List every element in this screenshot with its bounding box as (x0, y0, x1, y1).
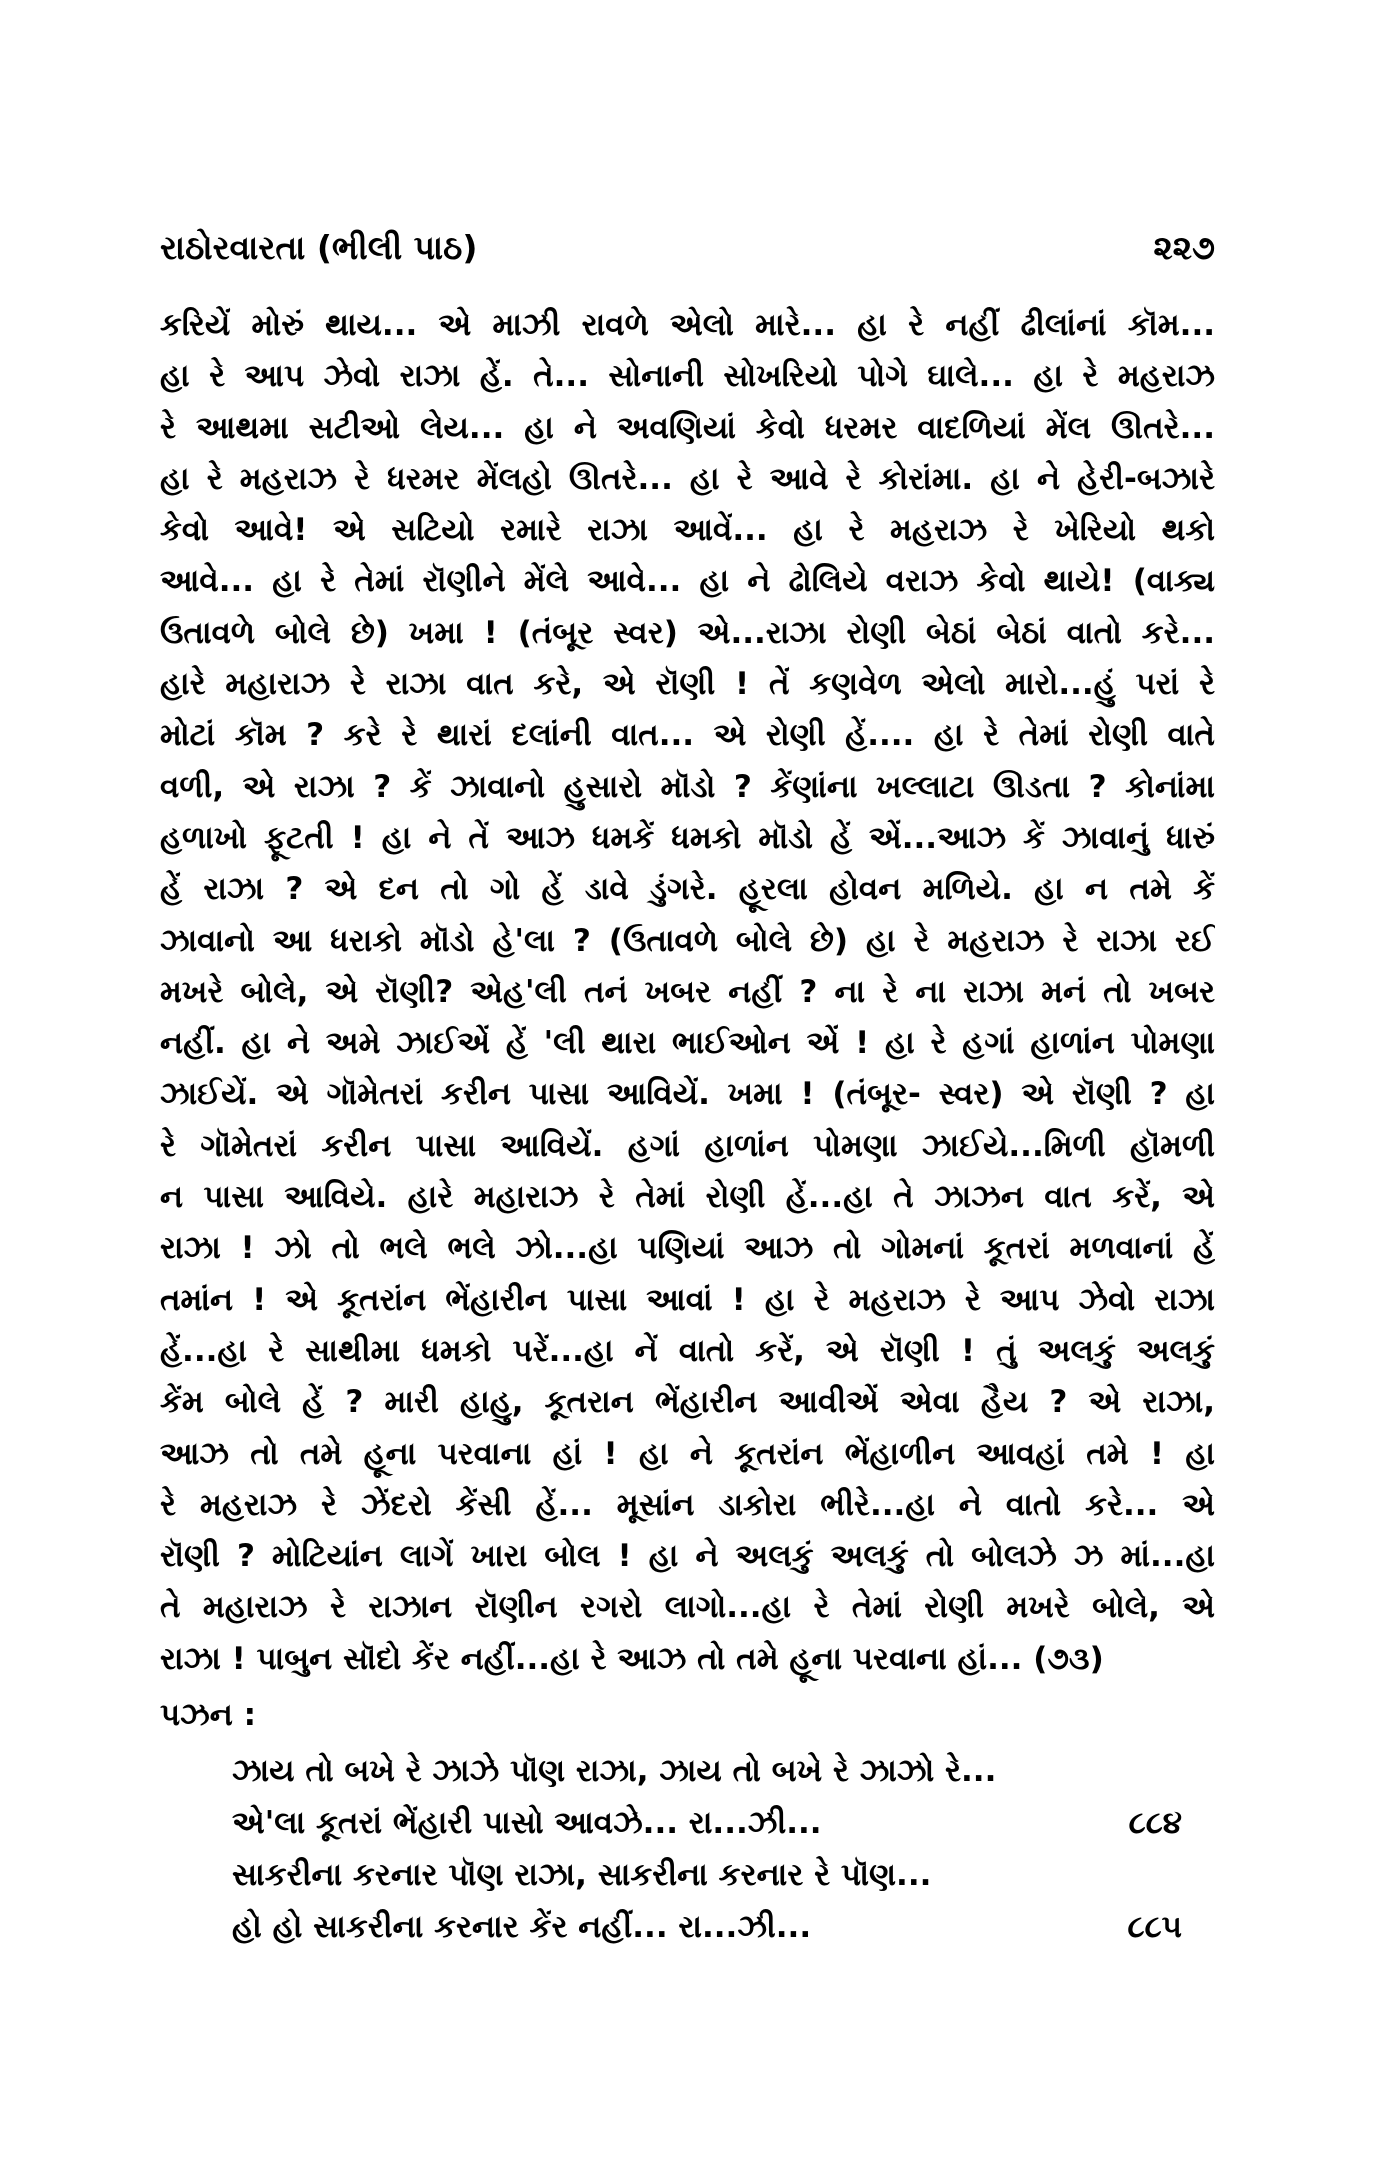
paragraph-line: રે મહરાઝ રે ઝેંદરો કેંસી હેં... મૂસાંન ડાકોરા ભીરે...હા ને વાતો કરે... એ (160, 1486, 1215, 1523)
paragraph-line: વળી, એ રાઝા ? કેં ઝાવાનો હુસારો મૉડો ? કેંણાંના ખલ્લાટા ઊડતા ? કોનાંમા (160, 768, 1215, 805)
paragraph-line: મખરે બોલે, એ રૉણી? એહ'લી તનં ખબર નહીં ? ના રે ના રાઝા મનં તો ખબર (160, 973, 1215, 1010)
verse-text: સાકરીના કરનાર પૉણ રાઝા, સાકરીના કરનાર રે પૉણ... (232, 1857, 932, 1893)
paragraph-line: ઝાવાનો આ ધરાકો મૉડો હે'લા ? (ઉતાવળે બોલે છે) હા રે મહરાઝ રે રાઝા રઈ (160, 922, 1215, 959)
verse-line (232, 1745, 1182, 1797)
running-title: રાઠોરવારતા (ભીલી પાઠ) (160, 228, 478, 267)
paragraph-line: હા રે આપ ઝેવો રાઝા હેં. તે... સોનાની સોખરિયો પોગે ઘાલે... હા રે મહરાઝ (160, 358, 1215, 395)
page-number: ૨૨૭ (1153, 228, 1215, 267)
paragraph-line: હેં...હા રે સાથીમા ધમકો પરેં...હા નેં વાતો કરેં, એ રૉણી ! તું અલકું અલકું (160, 1332, 1215, 1369)
paragraph-line: રે આથમા સટીઓ લેય... હા ને અવણિયાં કેવો ધરમર વાદળિયાં મેંલ ઊતરે... (160, 409, 1215, 446)
verse-text: એ'લા કૂતરાં ભેંહારી પાસો આવઝે... રા...ઝી... (232, 1805, 822, 1841)
paragraph-line: આઝ તો તમે હૂના પરવાના હાં ! હા ને કૂતરાંન ભેંહાળીન આવહાં તમે ! હા (160, 1435, 1215, 1472)
paragraph-line: ન પાસા આવિયે. હારે મહારાઝ રે તેમાં રોણી હેં...હા તે ઝાઝન વાત કરેં, એ (160, 1179, 1215, 1216)
verse-text: ઝાય તો બખે રે ઝાઝે પૉણ રાઝા, ઝાય તો બખે રે ઝાઝો રે... (232, 1753, 997, 1789)
paragraph-line: કેવો આવે! એ સટિયો રમારે રાઝા આવેં... હા રે મહરાઝ રે ખેરિયો થકો (160, 512, 1215, 549)
paragraph-line: તે મહારાઝ રે રાઝાન રૉણીન રગરો લાગો...હા રે તેમાં રોણી મખરે બોલે, એ (160, 1589, 1215, 1626)
paragraph-line: આવે... હા રે તેમાં રૉણીને મેંલે આવે... હા ને ઢોલિયે વરાઝ કેવો થાયે! (વાક્ય (160, 563, 1215, 600)
paragraph (160, 300, 1215, 1685)
verse-line (232, 1849, 1182, 1901)
paragraph-line: કરિયેં મોરું થાય... એ માઝી રાવળે એલો મારે... હા રે નહીં ઢીલાંનાં કૉમ... (160, 307, 1215, 343)
paragraph-line: રાઝા ! ઝો તો ભલે ભલે ઝો...હા પણિયાં આઝ તો ગોમનાં કૂતરાં મળવાનાં હેં (160, 1230, 1215, 1267)
paragraph-line: રાઝા ! પાબુન સૉદો કેંર નહીં...હા રે આઝ તો તમે હૂના પરવાના હાં... (૭૩) (160, 1640, 1104, 1677)
verse-number: ૮૮૪ (1128, 1805, 1182, 1841)
paragraph-line: મોટાં કૉમ ? કરે રે થારાં દલાંની વાત... એ રોણી હેં.... હા રે તેમાં રોણી વાતે (160, 717, 1215, 754)
paragraph-line: નહીં. હા ને અમે ઝાઈએં હેં 'લી થારા ભાઈઓન એં ! હા રે હગાં હાળાંન પોમણા (160, 1025, 1215, 1062)
verse-line (232, 1797, 1182, 1849)
paragraph-line: હળાખો ફૂટતી ! હા ને તેં આઝ ધમકેં ધમકો મૉડો હેં એં...આઝ કેં ઝાવાનું ધારું (160, 819, 1215, 856)
paragraph-line: રે ગૉમેતરાં કરીન પાસા આવિયેં. હગાં હાળાંન પોમણા ઝાઈયે...મિળી હૉમળી (160, 1127, 1215, 1164)
verse-text: હો હો સાકરીના કરનાર કેંર નહીં... રા...ઝી... (232, 1909, 812, 1945)
verse-section-label: પઝન : (160, 1697, 256, 1733)
paragraph-line: કેંમ બોલે હેં ? મારી હાહુ, કૂતરાન ભેંહારીન આવીએં એવા હૈય ? એ રાઝા, (160, 1384, 1215, 1421)
paragraph-line: હારે મહારાઝ રે રાઝા વાત કરે, એ રૉણી ! તેં કણવેળ એલો મારો...હું પરાં રે (160, 666, 1215, 703)
paragraph-line: રૉણી ? મોટિયાંન લાગેં ખારા બોલ ! હા ને અલકું અલકું તો બોલઝે ઝ માં...હા (160, 1538, 1215, 1575)
paragraph-line: ઉતાવળે બોલે છે) ખમા ! (તંબૂર સ્વર) એ...રાઝા રોણી બેઠાં બેઠાં વાતો કરે... (160, 614, 1215, 651)
paragraph-line: તમાંન ! એ કૂતરાંન ભેંહારીન પાસા આવાં ! હા રે મહરાઝ રે આપ ઝેવો રાઝા (160, 1281, 1215, 1318)
running-header (160, 218, 1215, 278)
paragraph-line: હા રે મહરાઝ રે ધરમર મેંલહો ઊતરે... હા રે આવે રે કોરાંમા. હા ને હેરી-બઝારે (160, 460, 1215, 497)
verse-block (232, 1745, 1182, 1953)
paragraph-line: ઝાઈયેં. એ ગૉમેતરાં કરીન પાસા આવિયેં. ખમા ! (તંબૂર- સ્વર) એ રૉણી ? હા (160, 1076, 1215, 1113)
verse-number: ૮૮૫ (1127, 1909, 1182, 1945)
verse-line (232, 1901, 1182, 1953)
paragraph-line: હેં રાઝા ? એ દન તો ગો હેં ડાવે ડુંગરે. હૂરલા હોવન મળિયે. હા ન તમે કેં (160, 871, 1215, 908)
